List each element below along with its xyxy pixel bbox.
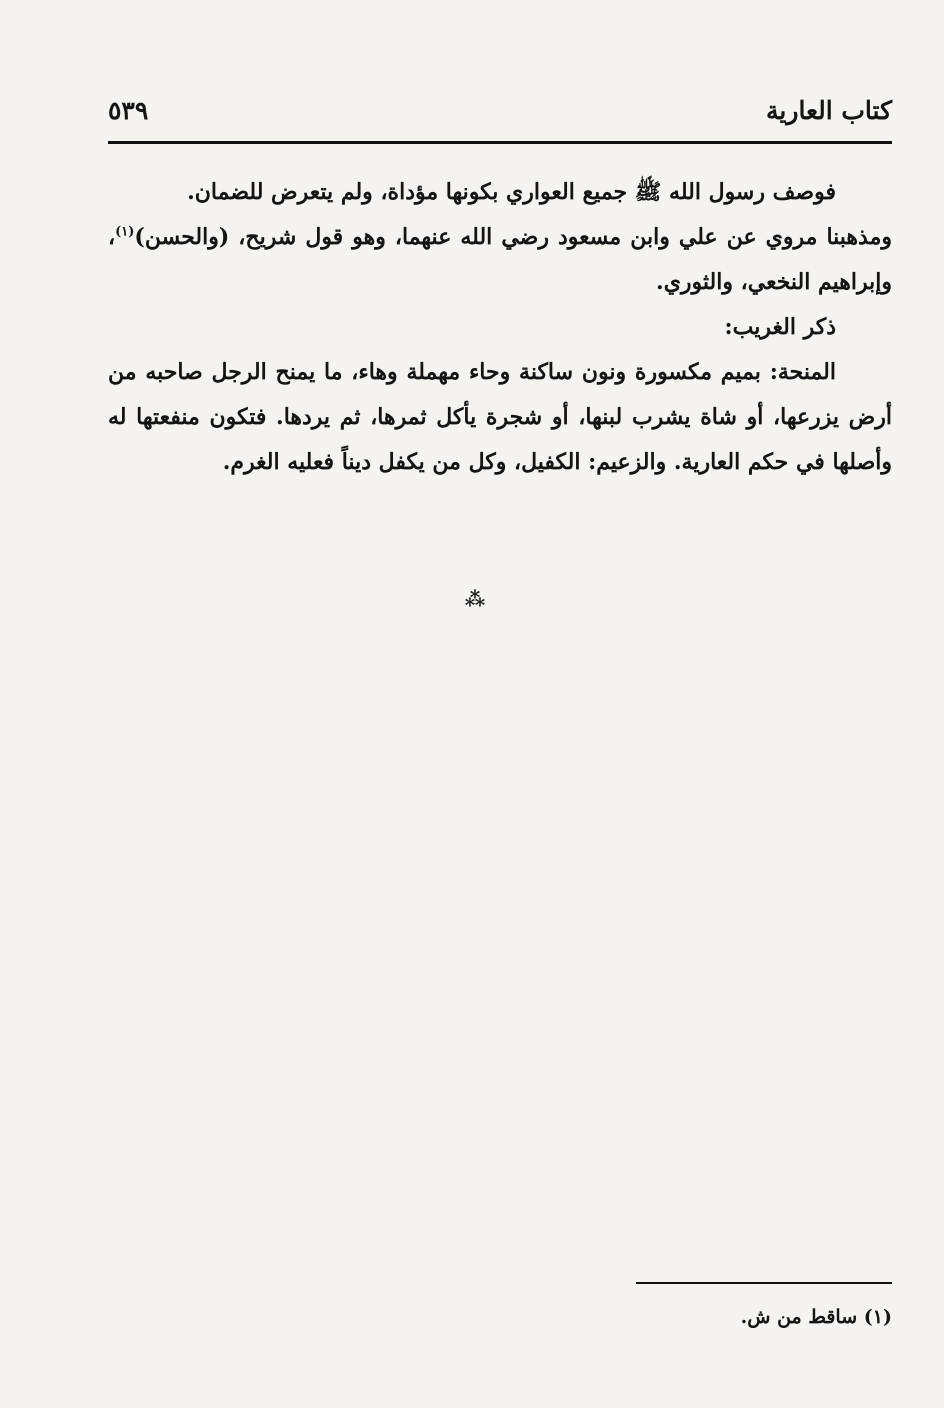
footnote-text: ساقط من ش. [740, 1306, 858, 1328]
paragraph-1: فوصف رسول الله ﷺ جميع العواري بكونها مؤداة، ولم يتعرض للضمان. [187, 179, 836, 205]
main-text [108, 170, 892, 485]
asterism-ornament: ⁂ [464, 587, 486, 611]
running-header [108, 96, 892, 140]
footnote [500, 1306, 892, 1328]
paragraph-2-main: ومذهبنا مروي عن علي وابن مسعود رضي الله عنهما، وهو قول شريح، (والحسن) [134, 224, 892, 250]
page-number: ٥٣٩ [108, 96, 149, 125]
header-rule [108, 141, 892, 144]
section-heading: ذكر الغريب: [724, 314, 836, 340]
footnote-rule [636, 1282, 892, 1284]
chapter-title: كتاب العارية [766, 96, 892, 125]
footnote-reference: (١) [115, 224, 135, 240]
paragraph-2-tail: ، وإبراهيم النخعي، والثوري. [108, 224, 892, 295]
gloss-paragraph: المنحة: بميم مكسورة ونون ساكنة وحاء مهملة وهاء، ما يمنح الرجل صاحبه من أرض يزرعها، أو شاة يشرب لبنها، أو شجرة يأكل ثمرها، ثم يردها. فتكون منفعتها له وأصلها في حكم العارية. والزعيم: الكفيل، وكل من يكفل ديناً فعليه الغرم. [108, 359, 892, 475]
footnote-marker: (١) [863, 1306, 892, 1328]
paragraph-2 [108, 215, 892, 305]
